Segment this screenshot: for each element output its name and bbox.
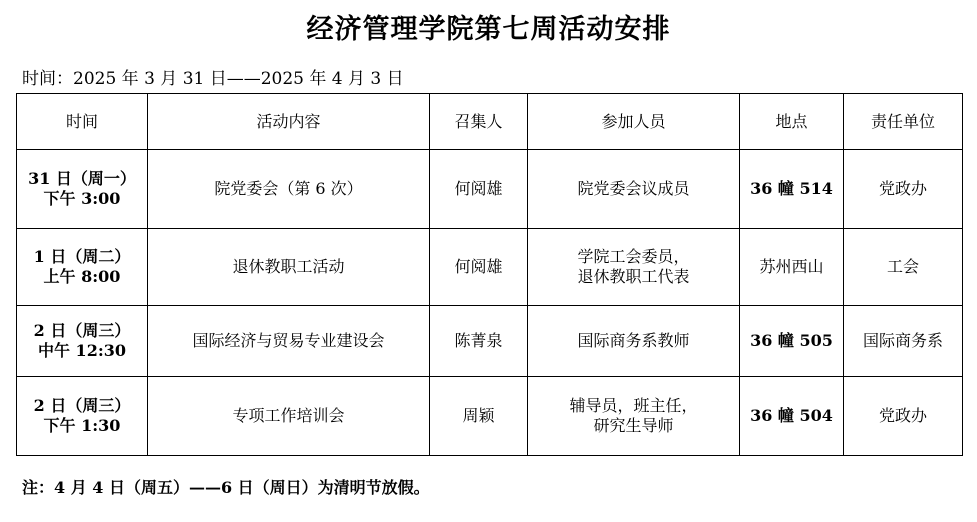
time-cell	[17, 377, 148, 456]
location-cell: 苏州西山	[740, 229, 844, 306]
convener-cell: 陈菁泉	[430, 306, 528, 377]
convener-cell: 何阅雄	[430, 150, 528, 229]
participants-line: 辅导员，班主任，	[569, 396, 698, 415]
header-location: 地点	[740, 94, 844, 150]
time-day: 2 日（周三）	[33, 396, 131, 415]
time-hour: 中午 12:30	[37, 341, 126, 360]
activity-cell: 退休教职工活动	[148, 229, 430, 306]
activity-cell: 国际经济与贸易专业建设会	[148, 306, 430, 377]
convener-cell: 何阅雄	[430, 229, 528, 306]
table-header-row	[17, 94, 963, 150]
schedule-table	[16, 93, 963, 456]
location-cell: 36 幢 514	[740, 150, 844, 229]
location-cell: 36 幢 505	[740, 306, 844, 377]
time-hour: 下午 3:00	[43, 189, 121, 208]
participants-line: 退休教职工代表	[577, 267, 690, 286]
participants-cell	[528, 150, 740, 229]
time-cell	[17, 150, 148, 229]
convener-cell: 周颖	[430, 377, 528, 456]
header-activity: 活动内容	[148, 94, 430, 150]
time-cell	[17, 229, 148, 306]
header-unit: 责任单位	[844, 94, 963, 150]
unit-cell: 国际商务系	[844, 306, 963, 377]
unit-cell: 党政办	[844, 377, 963, 456]
table-row	[17, 306, 963, 377]
header-participants: 参加人员	[528, 94, 740, 150]
participants-line: 学院工会委员，	[577, 247, 690, 266]
time-day: 1 日（周二）	[33, 247, 131, 266]
table-row	[17, 377, 963, 456]
activity-cell: 院党委会（第 6 次）	[148, 150, 430, 229]
unit-cell: 党政办	[844, 150, 963, 229]
participants-line: 国际商务系教师	[577, 331, 690, 350]
participants-cell	[528, 229, 740, 306]
time-hour: 下午 1:30	[43, 416, 121, 435]
time-hour: 上午 8:00	[43, 267, 121, 286]
participants-cell	[528, 306, 740, 377]
unit-cell: 工会	[844, 229, 963, 306]
participants-line: 研究生导师	[593, 416, 674, 435]
participants-cell	[528, 377, 740, 456]
page-title: 经济管理学院第七周活动安排	[306, 14, 671, 45]
location-cell: 36 幢 504	[740, 377, 844, 456]
participants-line: 院党委会议成员	[577, 179, 690, 198]
holiday-note: 注：4 月 4 日（周五）——6 日（周日）为清明节放假。	[22, 478, 430, 497]
header-time: 时间	[17, 94, 148, 150]
date-range: 时间：2025 年 3 月 31 日——2025 年 4 月 3 日	[22, 69, 404, 89]
time-cell	[17, 306, 148, 377]
table-row	[17, 150, 963, 229]
activity-cell: 专项工作培训会	[148, 377, 430, 456]
time-day: 2 日（周三）	[33, 321, 131, 340]
time-day: 31 日（周一）	[28, 169, 136, 188]
header-convener: 召集人	[430, 94, 528, 150]
table-row	[17, 229, 963, 306]
